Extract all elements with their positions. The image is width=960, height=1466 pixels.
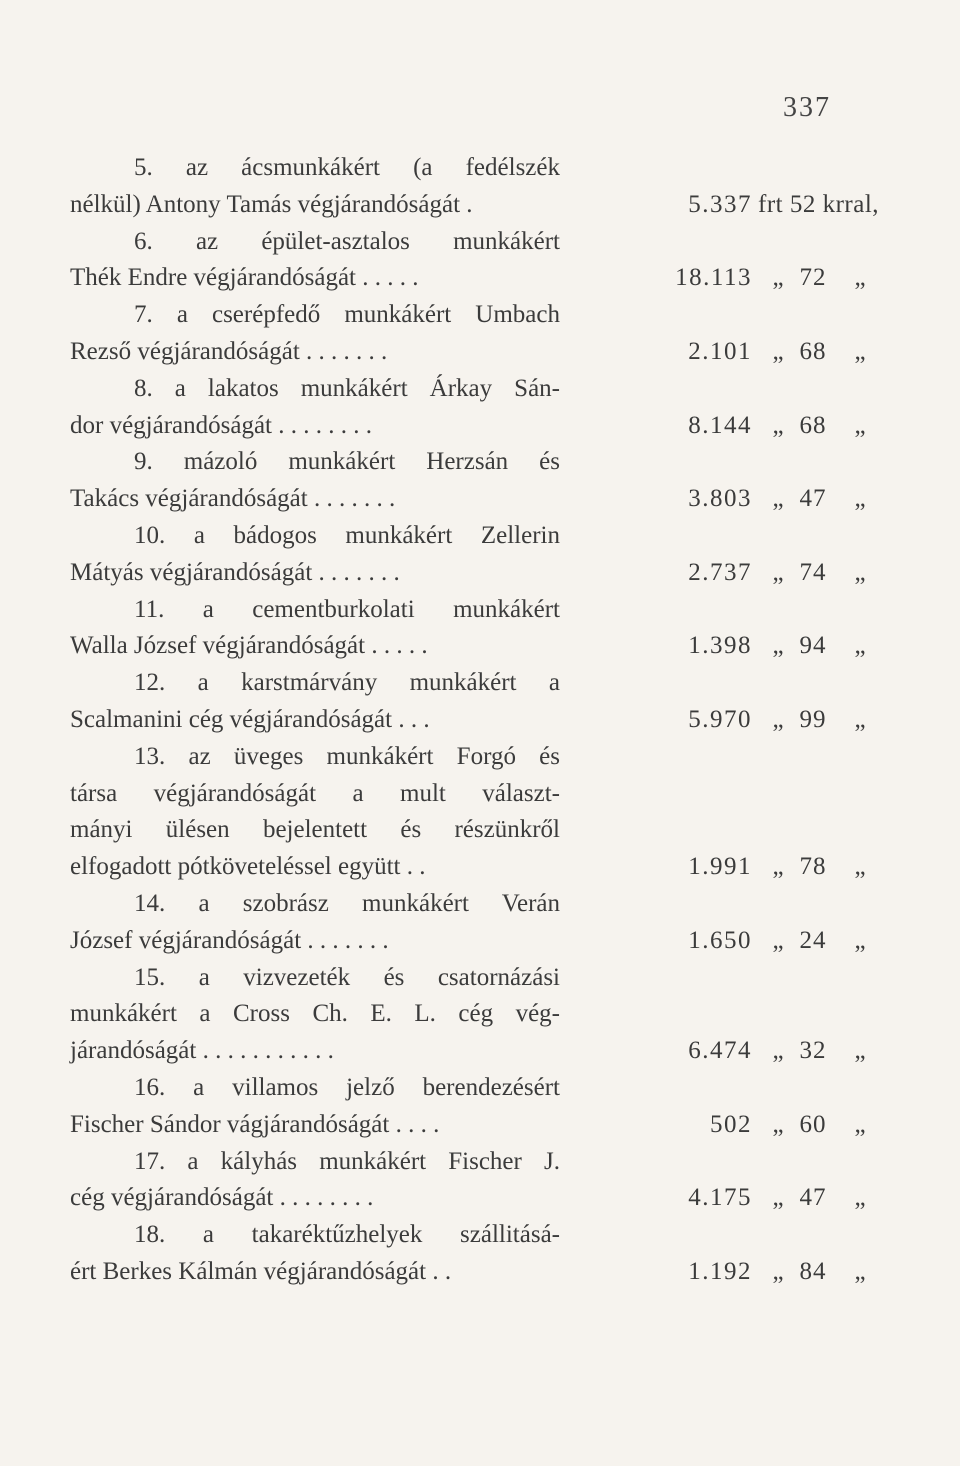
entry-text: elfogadott pótköveteléssel együtt . . — [70, 853, 426, 881]
ditto-mark: „ — [854, 853, 866, 881]
entry-text: 7. a cserépfedő munkákért Umbach — [134, 301, 560, 329]
entry-line — [70, 1144, 830, 1181]
ditto-mark: „ — [854, 485, 866, 513]
cents: 47 — [799, 485, 827, 513]
entry-text: 17. a kályhás munkákért Fischer J. — [134, 1147, 560, 1175]
entry-line — [70, 224, 830, 261]
entry-line — [70, 297, 830, 334]
entry-text: munkákért a Cross Ch. E. L. cég vég- — [70, 1000, 560, 1028]
cents: 94 — [799, 632, 827, 660]
entry-line — [70, 776, 830, 813]
entry-line — [70, 960, 830, 997]
entry-text: járandóságát . . . . . . . . . . . — [70, 1037, 334, 1065]
cents: 60 — [799, 1110, 827, 1138]
entry-text: Scalmanini cég végjárandóságát . . . — [70, 705, 430, 733]
ditto-mark: „ — [854, 558, 866, 586]
amount: 1.991 — [688, 853, 752, 881]
cents: 74 — [799, 558, 827, 586]
entry-text: 15. a vizvezeték és csatornázási — [134, 963, 560, 991]
amount: 2.737 — [688, 558, 752, 586]
cents: 68 — [799, 411, 827, 439]
amount: 4.175 — [688, 1184, 752, 1212]
ditto-mark: „ — [854, 1257, 866, 1285]
entry-text: 14. a szobrász munkákért Verán — [134, 889, 560, 917]
cents: 68 — [799, 337, 827, 365]
cents: 84 — [799, 1257, 827, 1285]
entry-text: 10. a bádogos munkákért Zellerin — [134, 521, 560, 549]
entry-text: 11. a cementburkolati munkákért — [134, 595, 560, 623]
entry-line — [70, 1070, 830, 1107]
ditto-mark: „ — [772, 264, 784, 292]
entry-text: nélkül) Antony Tamás végjárandóságát . — [70, 190, 473, 218]
amount: 6.474 — [688, 1037, 752, 1065]
ditto-mark: „ — [772, 853, 784, 881]
amount: 18.113 — [675, 264, 752, 292]
cents: 32 — [799, 1037, 827, 1065]
entry-line — [70, 849, 866, 886]
ditto-mark: „ — [854, 1037, 866, 1065]
entry-line — [70, 923, 866, 960]
entry-text: Fischer Sándor vágjárandóságát . . . . — [70, 1110, 440, 1138]
ditto-mark: „ — [854, 632, 866, 660]
ditto-mark: „ — [772, 1257, 784, 1285]
cents: 47 — [799, 1184, 827, 1212]
entry-text: Thék Endre végjárandóságát . . . . . — [70, 264, 419, 292]
ditto-mark: „ — [772, 632, 784, 660]
ditto-mark: „ — [854, 705, 866, 733]
entry-text: társa végjárandóságát a mult választ- — [70, 779, 560, 807]
entry-line — [70, 1254, 866, 1291]
entry-text: Walla József végjárandóságát . . . . . — [70, 632, 428, 660]
cents: 24 — [799, 926, 827, 954]
amount: 1.650 — [688, 926, 752, 954]
ditto-mark: „ — [854, 926, 866, 954]
entry-text: 16. a villamos jelző berendezésért — [134, 1073, 560, 1101]
amount: 502 — [710, 1110, 752, 1138]
entry-text: Mátyás végjárandóságát . . . . . . . — [70, 558, 400, 586]
amount: 2.101 — [688, 337, 752, 365]
ditto-mark: „ — [772, 1110, 784, 1138]
entry-line — [70, 1033, 866, 1070]
entry-text: dor végjárandóságát . . . . . . . . — [70, 411, 373, 439]
ditto-mark: „ — [854, 1110, 866, 1138]
entry-line — [70, 886, 830, 923]
entry-line — [70, 444, 830, 481]
entry-text: 9. mázoló munkákért Herzsán és — [134, 448, 560, 476]
amount: 5.970 — [688, 705, 752, 733]
entry-line — [70, 334, 866, 371]
entry-text: 5. az ácsmunkákért (a fedélszék — [134, 154, 560, 181]
entry-line — [70, 628, 866, 665]
ditto-mark: „ — [772, 411, 784, 439]
ditto-mark: „ — [854, 337, 866, 365]
entry-text: 6. az épület-asztalos munkákért — [134, 227, 560, 255]
ditto-mark: „ — [772, 558, 784, 586]
entry-line — [70, 518, 830, 555]
entry-line — [70, 996, 830, 1033]
entry-line — [70, 665, 830, 702]
entry-text: Rezső végjárandóságát . . . . . . . — [70, 337, 388, 365]
amount: 1.192 — [688, 1257, 752, 1285]
ditto-mark: „ — [854, 264, 866, 292]
entry-line — [70, 187, 880, 224]
entry-text: 13. az üveges munkákért Forgó és — [134, 742, 560, 770]
entry-line — [70, 555, 866, 592]
page-number: 337 — [783, 92, 831, 123]
currency-tail: frt 52 krral, — [758, 190, 880, 218]
entry-line — [70, 371, 830, 408]
entry-line — [70, 150, 830, 187]
entry-text: 12. a karstmárvány munkákért a — [134, 669, 560, 697]
entry-line — [70, 1180, 866, 1217]
ditto-mark: „ — [772, 705, 784, 733]
entry-text: mányi ülésen bejelentett és részünkről — [70, 816, 560, 844]
cents: 99 — [799, 705, 827, 733]
entry-line — [70, 702, 866, 739]
entry-line — [70, 1217, 830, 1254]
cents: 78 — [799, 853, 827, 881]
entry-line — [70, 481, 866, 518]
ditto-mark: „ — [854, 1184, 866, 1212]
amount: 1.398 — [688, 632, 752, 660]
entry-text: 18. a takaréktűzhelyek szállitásá- — [134, 1221, 560, 1249]
ditto-mark: „ — [772, 926, 784, 954]
entry-line — [70, 1107, 866, 1144]
entry-line — [70, 408, 866, 445]
ditto-mark: „ — [772, 1037, 784, 1065]
ledger-entries — [70, 150, 880, 1291]
ditto-mark: „ — [772, 337, 784, 365]
cents: 72 — [799, 264, 827, 292]
entry-text: cég végjárandóságát . . . . . . . . — [70, 1184, 374, 1212]
entry-line — [70, 260, 866, 297]
amount: 3.803 — [688, 485, 752, 513]
ditto-mark: „ — [772, 1184, 784, 1212]
ditto-mark: „ — [772, 485, 784, 513]
amount: 5.337 — [688, 190, 752, 218]
ditto-mark: „ — [854, 411, 866, 439]
entry-line — [70, 592, 830, 629]
entry-text: ért Berkes Kálmán végjárandóságát . . — [70, 1257, 452, 1285]
entry-line — [70, 812, 830, 849]
entry-text: 8. a lakatos munkákért Árkay Sán- — [134, 374, 560, 402]
entry-text: Takács végjárandóságát . . . . . . . — [70, 485, 396, 513]
entry-line — [70, 739, 830, 776]
entry-text: József végjárandóságát . . . . . . . — [70, 926, 389, 954]
amount: 8.144 — [688, 411, 752, 439]
